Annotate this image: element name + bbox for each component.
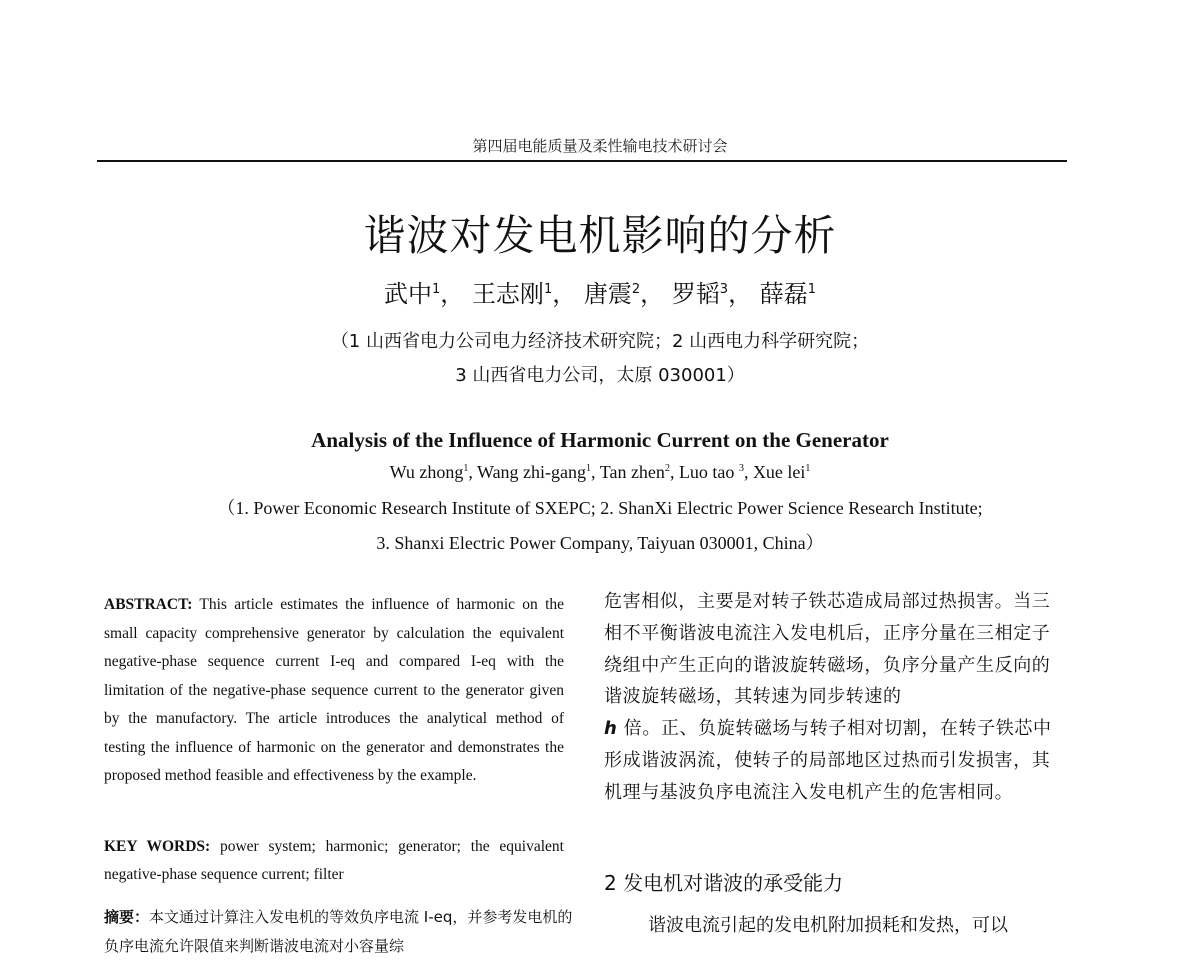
body-paragraph xyxy=(604,586,1066,809)
abstract-label: ABSTRACT: xyxy=(104,596,193,613)
author-en-sup: 2 xyxy=(664,463,670,474)
keywords-label: KEY WORDS: xyxy=(104,838,211,855)
affiliation-en-line2: 3. Shanxi Electric Power Company, Taiyuan 030001, China） xyxy=(376,533,824,553)
author-en-sup: 1 xyxy=(463,463,469,474)
author-en: Tan zhen xyxy=(599,462,665,482)
author-en-sup: 3 xyxy=(738,463,744,474)
authors-en: Wu zhong$^1$, Wang zhi-gang$^1$, Tan zhen$^2$, Luo tao $^3$, Xue lei$^1$ xyxy=(389,462,811,482)
author-cn: 薛磊 xyxy=(759,280,808,308)
abstract-cn-text: 本文通过计算注入发电机的等效负序电流 I-eq，并参考发电机的负序电流允许限值来判断谐波电流对小容量综 xyxy=(104,908,573,955)
abstract-cn-label: 摘要： xyxy=(104,908,150,926)
section-paragraph: 谐波电流引起的发电机附加损耗和发热，可以 xyxy=(648,915,1008,936)
body-text-part1: 危害相似，主要是对转子铁芯造成局部过热损害。当三相不平衡谐波电流注入发电机后，正序分量在三相定子绕组中产生正向的谐波旋转磁场，负序分量产生反向的谐波旋转磁场，其转速为同步转速的 xyxy=(604,591,1051,708)
body-text-part2: 倍。正、负旋转磁场与转子相对切割，在转子铁芯中形成谐波涡流，使转子的局部地区过热而引发损害，其机理与基波负序电流注入发电机产生的危害相同。 xyxy=(604,718,1052,803)
author-cn-sup: 1 xyxy=(807,282,816,297)
harmonic-order-variable: h xyxy=(604,718,618,740)
affiliation-cn-line1: （1 山西省电力公司电力经济技术研究院；2 山西电力科学研究院； xyxy=(330,331,870,352)
paper-title-en: Analysis of the Influence of Harmonic Current on the Generator xyxy=(311,428,889,452)
author-cn: 唐震 xyxy=(583,280,632,308)
author-cn: 罗韬 xyxy=(671,280,720,308)
author-en: Xue lei xyxy=(752,462,806,482)
author-en-sup: 1 xyxy=(586,463,592,474)
abstract-cn xyxy=(104,903,574,961)
author-en: Luo tao xyxy=(678,462,739,482)
keywords-en xyxy=(104,833,564,889)
header-rule xyxy=(97,160,1067,162)
affiliation-en-line1: （1. Power Economic Research Institute of SXEPC; 2. ShanXi Electric Power Science Research Institute; xyxy=(217,498,983,518)
author-en: Wang zhi-gang xyxy=(477,462,587,482)
author-cn: 武中 xyxy=(384,280,433,308)
paper-title-cn: 谐波对发电机影响的分析 xyxy=(363,211,837,260)
authors-cn: 武中$^1$， 王志刚$^1$， 唐震$^2$， 罗韬$^3$， 薛磊$^1$ xyxy=(384,280,816,308)
abstract-text: This article estimates the influence of harmonic on the small capacity comprehensive generator by calculation the equivalent negative-phase sequence current I-eq and compared I-eq with the limitation of the negative-phase sequence current to the generator given by the manufactory. The article introduces the analytical method of testing the influence of harmonic on the generator and demonstrates the proposed method feasible and effectiveness by the example. xyxy=(104,596,564,784)
author-cn-sup: 2 xyxy=(631,282,641,297)
affiliation-cn-line2: 3 山西省电力公司，太原 030001） xyxy=(455,365,745,386)
author-cn-sup: 1 xyxy=(432,282,441,297)
section-heading: 2 发电机对谐波的承受能力 xyxy=(604,871,844,895)
author-cn-sup: 1 xyxy=(543,282,553,297)
abstract-en xyxy=(104,591,564,791)
author-cn: 王志刚 xyxy=(471,280,544,308)
author-en: Wu zhong xyxy=(389,462,464,482)
running-head: 第四届电能质量及柔性输电技术研讨会 xyxy=(472,137,728,155)
keywords-text: power system; harmonic; generator; the equivalent negative-phase sequence current; filter xyxy=(104,838,564,883)
author-en-sup: 1 xyxy=(805,463,811,474)
author-cn-sup: 3 xyxy=(719,282,729,297)
